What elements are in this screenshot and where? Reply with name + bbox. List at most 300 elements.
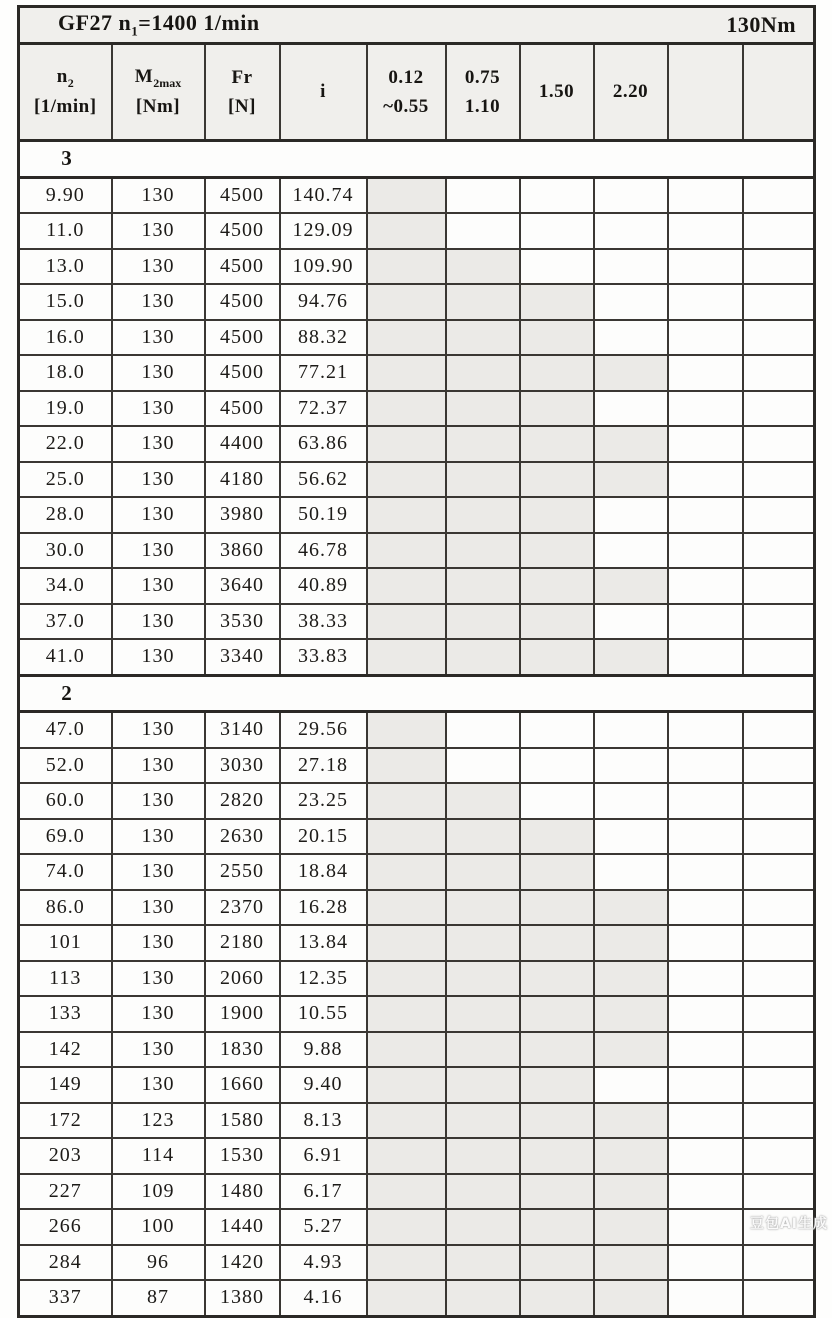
stage-section-row [19, 675, 815, 712]
cell-kw-0.12-0.55-available [367, 284, 446, 320]
cell-kw-0.75-1.10-available [446, 783, 520, 819]
cell-m2max: 130 [112, 1032, 205, 1068]
cell-blank-2 [743, 1138, 815, 1174]
data-row [19, 819, 815, 855]
cell-n2: 15.0 [19, 284, 112, 320]
cell-kw-1.50-available [520, 1138, 594, 1174]
cell-blank-2 [743, 1280, 815, 1316]
cell-kw-0.75-1.10-available [446, 925, 520, 961]
data-row [19, 213, 815, 249]
cell-kw-1.50-available [520, 568, 594, 604]
cell-kw-1.50-available [520, 639, 594, 675]
cell-m2max: 130 [112, 497, 205, 533]
cell-kw-1.50-available [520, 426, 594, 462]
cell-blank-2 [743, 462, 815, 498]
cell-fr: 2370 [205, 890, 280, 926]
data-row [19, 783, 815, 819]
cell-kw-0.12-0.55-available [367, 355, 446, 391]
cell-kw-0.75-1.10-available [446, 961, 520, 997]
cell-n2: 101 [19, 925, 112, 961]
cell-fr: 3340 [205, 639, 280, 675]
cell-n2: 203 [19, 1138, 112, 1174]
cell-kw-0.12-0.55-available [367, 1245, 446, 1281]
cell-kw-0.75-1.10-available [446, 639, 520, 675]
cell-blank-2 [743, 639, 815, 675]
cell-kw-0.12-0.55-available [367, 426, 446, 462]
data-row [19, 320, 815, 356]
cell-kw-1.50-available [520, 1103, 594, 1139]
cell-kw-0.12-0.55-available [367, 996, 446, 1032]
cell-i: 16.28 [280, 890, 367, 926]
cell-kw-0.12-0.55-available [367, 854, 446, 890]
cell-i: 13.84 [280, 925, 367, 961]
cell-i: 4.16 [280, 1280, 367, 1316]
data-row [19, 391, 815, 427]
column-header-blank-1 [668, 44, 743, 141]
cell-i: 33.83 [280, 639, 367, 675]
cell-blank-1 [668, 961, 743, 997]
cell-blank-2 [743, 177, 815, 213]
cell-blank-2 [743, 1032, 815, 1068]
cell-kw-2.20-available [594, 639, 668, 675]
data-row [19, 925, 815, 961]
cell-n2: 69.0 [19, 819, 112, 855]
cell-blank-2 [743, 783, 815, 819]
cell-fr: 1900 [205, 996, 280, 1032]
data-row [19, 249, 815, 285]
data-row [19, 1245, 815, 1281]
column-header-n2: $n_2$ [1/min] [19, 44, 112, 141]
cell-blank-1 [668, 249, 743, 285]
cell-blank-1 [668, 996, 743, 1032]
data-row [19, 426, 815, 462]
column-header-kw-2.20: 2.20 [594, 44, 668, 141]
cell-kw-1.50-available [520, 533, 594, 569]
cell-blank-2 [743, 249, 815, 285]
cell-n2: 18.0 [19, 355, 112, 391]
cell-kw-0.12-0.55-available [367, 568, 446, 604]
cell-fr: 4500 [205, 249, 280, 285]
cell-i: 5.27 [280, 1209, 367, 1245]
cell-i: 6.17 [280, 1174, 367, 1210]
cell-kw-0.75-1.10-available [446, 1032, 520, 1068]
title-cell [19, 7, 815, 44]
cell-i: 109.90 [280, 249, 367, 285]
cell-blank-1 [668, 1280, 743, 1316]
cell-n2: 11.0 [19, 213, 112, 249]
cell-i: 4.93 [280, 1245, 367, 1281]
cell-blank-2 [743, 284, 815, 320]
cell-kw-1.50-available [520, 497, 594, 533]
data-row [19, 1280, 815, 1316]
cell-n2: 266 [19, 1209, 112, 1245]
data-row [19, 1209, 815, 1245]
data-row [19, 890, 815, 926]
cell-kw-0.75-1.10-available [446, 533, 520, 569]
cell-blank-1 [668, 1067, 743, 1103]
stage-section-label: 2 [61, 680, 72, 705]
cell-kw-1.50-available [520, 355, 594, 391]
cell-blank-1 [668, 1032, 743, 1068]
cell-n2: 34.0 [19, 568, 112, 604]
cell-blank-2 [743, 355, 815, 391]
cell-kw-1.50-available [520, 996, 594, 1032]
cell-m2max: 130 [112, 854, 205, 890]
cell-i: 20.15 [280, 819, 367, 855]
cell-blank-2 [743, 568, 815, 604]
cell-i: 129.09 [280, 213, 367, 249]
cell-i: 94.76 [280, 284, 367, 320]
cell-kw-0.12-0.55-available [367, 213, 446, 249]
cell-kw-2.20-available [594, 568, 668, 604]
cell-m2max: 114 [112, 1138, 205, 1174]
cell-n2: 52.0 [19, 748, 112, 784]
cell-i: 46.78 [280, 533, 367, 569]
cell-fr: 3980 [205, 497, 280, 533]
cell-m2max: 130 [112, 177, 205, 213]
cell-kw-0.75-1.10 [446, 213, 520, 249]
cell-blank-2 [743, 1209, 815, 1245]
cell-m2max: 130 [112, 213, 205, 249]
cell-kw-0.12-0.55-available [367, 462, 446, 498]
cell-blank-2 [743, 320, 815, 356]
cell-i: 27.18 [280, 748, 367, 784]
cell-m2max: 130 [112, 1067, 205, 1103]
cell-blank-1 [668, 462, 743, 498]
cell-n2: 9.90 [19, 177, 112, 213]
cell-blank-1 [668, 391, 743, 427]
cell-i: 10.55 [280, 996, 367, 1032]
cell-i: 29.56 [280, 712, 367, 748]
column-header-row [19, 44, 815, 141]
cell-kw-2.20 [594, 1067, 668, 1103]
cell-kw-0.12-0.55-available [367, 1138, 446, 1174]
cell-kw-0.75-1.10-available [446, 249, 520, 285]
cell-kw-0.12-0.55-available [367, 1103, 446, 1139]
stage-section-cell [19, 675, 815, 712]
cell-blank-2 [743, 925, 815, 961]
cell-kw-0.75-1.10-available [446, 1174, 520, 1210]
cell-n2: 13.0 [19, 249, 112, 285]
stage-section-cell [19, 141, 815, 178]
cell-kw-1.50-available [520, 961, 594, 997]
cell-kw-0.75-1.10-available [446, 1209, 520, 1245]
cell-i: 23.25 [280, 783, 367, 819]
cell-blank-2 [743, 748, 815, 784]
cell-kw-1.50-available [520, 1032, 594, 1068]
cell-i: 40.89 [280, 568, 367, 604]
cell-blank-2 [743, 604, 815, 640]
cell-fr: 1830 [205, 1032, 280, 1068]
cell-kw-1.50 [520, 783, 594, 819]
cell-kw-0.12-0.55-available [367, 748, 446, 784]
cell-n2: 19.0 [19, 391, 112, 427]
cell-blank-1 [668, 925, 743, 961]
cell-m2max: 130 [112, 712, 205, 748]
cell-m2max: 130 [112, 783, 205, 819]
cell-n2: 74.0 [19, 854, 112, 890]
cell-kw-2.20 [594, 177, 668, 213]
cell-n2: 337 [19, 1280, 112, 1316]
cell-kw-2.20-available [594, 462, 668, 498]
cell-kw-1.50-available [520, 604, 594, 640]
cell-blank-1 [668, 533, 743, 569]
cell-fr: 2820 [205, 783, 280, 819]
cell-fr: 3860 [205, 533, 280, 569]
cell-kw-2.20-available [594, 996, 668, 1032]
cell-blank-1 [668, 177, 743, 213]
cell-i: 8.13 [280, 1103, 367, 1139]
data-row [19, 568, 815, 604]
cell-blank-1 [668, 1245, 743, 1281]
cell-kw-0.12-0.55-available [367, 249, 446, 285]
cell-i: 18.84 [280, 854, 367, 890]
cell-fr: 3140 [205, 712, 280, 748]
cell-kw-2.20 [594, 497, 668, 533]
stage-section-label: 3 [61, 146, 72, 171]
cell-kw-0.12-0.55-available [367, 925, 446, 961]
cell-blank-1 [668, 1209, 743, 1245]
cell-fr: 1580 [205, 1103, 280, 1139]
cell-kw-2.20-available [594, 1032, 668, 1068]
cell-kw-1.50-available [520, 819, 594, 855]
cell-blank-1 [668, 783, 743, 819]
cell-n2: 133 [19, 996, 112, 1032]
cell-kw-1.50 [520, 748, 594, 784]
cell-blank-1 [668, 568, 743, 604]
cell-blank-2 [743, 1067, 815, 1103]
cell-kw-2.20 [594, 249, 668, 285]
cell-blank-1 [668, 639, 743, 675]
watermark: 豆包AI生成 [749, 1216, 828, 1232]
cell-fr: 3030 [205, 748, 280, 784]
cell-kw-2.20-available [594, 355, 668, 391]
cell-kw-0.12-0.55-available [367, 1174, 446, 1210]
torque-rating: 130Nm [726, 11, 797, 37]
cell-n2: 41.0 [19, 639, 112, 675]
cell-fr: 1380 [205, 1280, 280, 1316]
cell-i: 56.62 [280, 462, 367, 498]
cell-blank-1 [668, 426, 743, 462]
cell-kw-2.20-available [594, 1245, 668, 1281]
cell-kw-1.50 [520, 712, 594, 748]
cell-blank-1 [668, 854, 743, 890]
column-header-kw-0.12-0.55: 0.12 ~0.55 [367, 44, 446, 141]
data-row [19, 748, 815, 784]
cell-fr: 1660 [205, 1067, 280, 1103]
cell-fr: 4500 [205, 355, 280, 391]
cell-kw-0.75-1.10-available [446, 996, 520, 1032]
cell-blank-1 [668, 355, 743, 391]
cell-kw-2.20 [594, 391, 668, 427]
cell-kw-2.20-available [594, 925, 668, 961]
cell-blank-2 [743, 213, 815, 249]
cell-i: 12.35 [280, 961, 367, 997]
cell-i: 140.74 [280, 177, 367, 213]
cell-kw-0.12-0.55-available [367, 497, 446, 533]
cell-fr: 4400 [205, 426, 280, 462]
cell-kw-0.75-1.10 [446, 712, 520, 748]
cell-kw-0.75-1.10-available [446, 1103, 520, 1139]
cell-fr: 2180 [205, 925, 280, 961]
data-row [19, 1032, 815, 1068]
data-row [19, 712, 815, 748]
cell-blank-2 [743, 1245, 815, 1281]
cell-kw-2.20-available [594, 1209, 668, 1245]
cell-m2max: 130 [112, 996, 205, 1032]
cell-kw-0.75-1.10-available [446, 1138, 520, 1174]
cell-m2max: 130 [112, 355, 205, 391]
cell-kw-0.75-1.10-available [446, 320, 520, 356]
cell-kw-0.12-0.55-available [367, 533, 446, 569]
cell-blank-2 [743, 1103, 815, 1139]
column-header-m2max: $M_{2max}$ [Nm] [112, 44, 205, 141]
cell-n2: 284 [19, 1245, 112, 1281]
cell-blank-1 [668, 1138, 743, 1174]
cell-blank-2 [743, 854, 815, 890]
data-row [19, 284, 815, 320]
cell-kw-0.75-1.10-available [446, 391, 520, 427]
data-row [19, 1138, 815, 1174]
cell-kw-0.12-0.55-available [367, 783, 446, 819]
cell-kw-0.75-1.10-available [446, 284, 520, 320]
cell-kw-0.12-0.55-available [367, 819, 446, 855]
cell-fr: 2630 [205, 819, 280, 855]
cell-m2max: 130 [112, 391, 205, 427]
cell-kw-2.20-available [594, 1103, 668, 1139]
cell-m2max: 130 [112, 890, 205, 926]
cell-kw-0.12-0.55-available [367, 890, 446, 926]
cell-fr: 1530 [205, 1138, 280, 1174]
cell-kw-2.20-available [594, 1280, 668, 1316]
column-header-fr: Fr [N] [205, 44, 280, 141]
cell-kw-1.50-available [520, 1209, 594, 1245]
cell-kw-2.20-available [594, 1138, 668, 1174]
cell-n2: 30.0 [19, 533, 112, 569]
cell-kw-0.75-1.10-available [446, 497, 520, 533]
cell-kw-0.75-1.10 [446, 748, 520, 784]
cell-kw-0.75-1.10-available [446, 1245, 520, 1281]
cell-kw-0.12-0.55-available [367, 320, 446, 356]
cell-blank-2 [743, 1174, 815, 1210]
cell-kw-0.75-1.10-available [446, 426, 520, 462]
cell-n2: 28.0 [19, 497, 112, 533]
cell-blank-1 [668, 497, 743, 533]
cell-kw-0.12-0.55-available [367, 712, 446, 748]
column-header-kw-0.75-1.10: 0.75 1.10 [446, 44, 520, 141]
cell-fr: 4500 [205, 284, 280, 320]
cell-i: 50.19 [280, 497, 367, 533]
data-row [19, 1067, 815, 1103]
cell-n2: 16.0 [19, 320, 112, 356]
data-row [19, 604, 815, 640]
cell-i: 9.88 [280, 1032, 367, 1068]
cell-blank-1 [668, 284, 743, 320]
gear-spec-table [17, 5, 816, 1318]
data-row [19, 177, 815, 213]
cell-kw-0.75-1.10-available [446, 819, 520, 855]
cell-n2: 227 [19, 1174, 112, 1210]
cell-n2: 25.0 [19, 462, 112, 498]
cell-m2max: 130 [112, 819, 205, 855]
data-row [19, 639, 815, 675]
cell-blank-2 [743, 426, 815, 462]
title-row [19, 7, 815, 44]
cell-m2max: 123 [112, 1103, 205, 1139]
cell-blank-1 [668, 1174, 743, 1210]
cell-kw-2.20 [594, 533, 668, 569]
cell-n2: 172 [19, 1103, 112, 1139]
cell-i: 38.33 [280, 604, 367, 640]
cell-fr: 1480 [205, 1174, 280, 1210]
cell-i: 9.40 [280, 1067, 367, 1103]
cell-kw-0.12-0.55-available [367, 1280, 446, 1316]
cell-kw-0.12-0.55-available [367, 1032, 446, 1068]
cell-n2: 86.0 [19, 890, 112, 926]
cell-kw-0.75-1.10-available [446, 568, 520, 604]
cell-n2: 47.0 [19, 712, 112, 748]
cell-blank-1 [668, 748, 743, 784]
cell-n2: 149 [19, 1067, 112, 1103]
stage-section-row [19, 141, 815, 178]
cell-kw-0.75-1.10-available [446, 890, 520, 926]
cell-kw-0.12-0.55-available [367, 604, 446, 640]
cell-fr: 4500 [205, 177, 280, 213]
cell-m2max: 87 [112, 1280, 205, 1316]
cell-kw-0.75-1.10-available [446, 355, 520, 391]
cell-kw-1.50-available [520, 1280, 594, 1316]
cell-m2max: 130 [112, 961, 205, 997]
cell-i: 77.21 [280, 355, 367, 391]
cell-m2max: 130 [112, 748, 205, 784]
cell-fr: 3530 [205, 604, 280, 640]
cell-blank-2 [743, 819, 815, 855]
cell-kw-2.20-available [594, 961, 668, 997]
cell-kw-0.75-1.10-available [446, 854, 520, 890]
cell-i: 6.91 [280, 1138, 367, 1174]
cell-blank-1 [668, 604, 743, 640]
cell-kw-0.75-1.10-available [446, 604, 520, 640]
cell-kw-0.75-1.10-available [446, 462, 520, 498]
cell-m2max: 130 [112, 284, 205, 320]
cell-blank-2 [743, 712, 815, 748]
cell-kw-2.20-available [594, 1174, 668, 1210]
cell-n2: 37.0 [19, 604, 112, 640]
column-header-blank-2 [743, 44, 815, 141]
cell-kw-0.75-1.10 [446, 177, 520, 213]
cell-m2max: 130 [112, 462, 205, 498]
cell-n2: 113 [19, 961, 112, 997]
cell-m2max: 130 [112, 568, 205, 604]
cell-kw-1.50 [520, 249, 594, 285]
cell-kw-0.12-0.55-available [367, 1067, 446, 1103]
cell-blank-1 [668, 213, 743, 249]
cell-kw-1.50-available [520, 1067, 594, 1103]
cell-fr: 3640 [205, 568, 280, 604]
cell-m2max: 130 [112, 639, 205, 675]
cell-blank-2 [743, 890, 815, 926]
cell-blank-2 [743, 533, 815, 569]
cell-kw-2.20 [594, 748, 668, 784]
cell-kw-2.20 [594, 783, 668, 819]
cell-fr: 4500 [205, 320, 280, 356]
cell-fr: 2550 [205, 854, 280, 890]
cell-kw-2.20 [594, 284, 668, 320]
cell-blank-2 [743, 497, 815, 533]
cell-blank-1 [668, 890, 743, 926]
model-title: GF27 $n_1=1400$ 1/min [58, 10, 260, 39]
cell-blank-1 [668, 712, 743, 748]
